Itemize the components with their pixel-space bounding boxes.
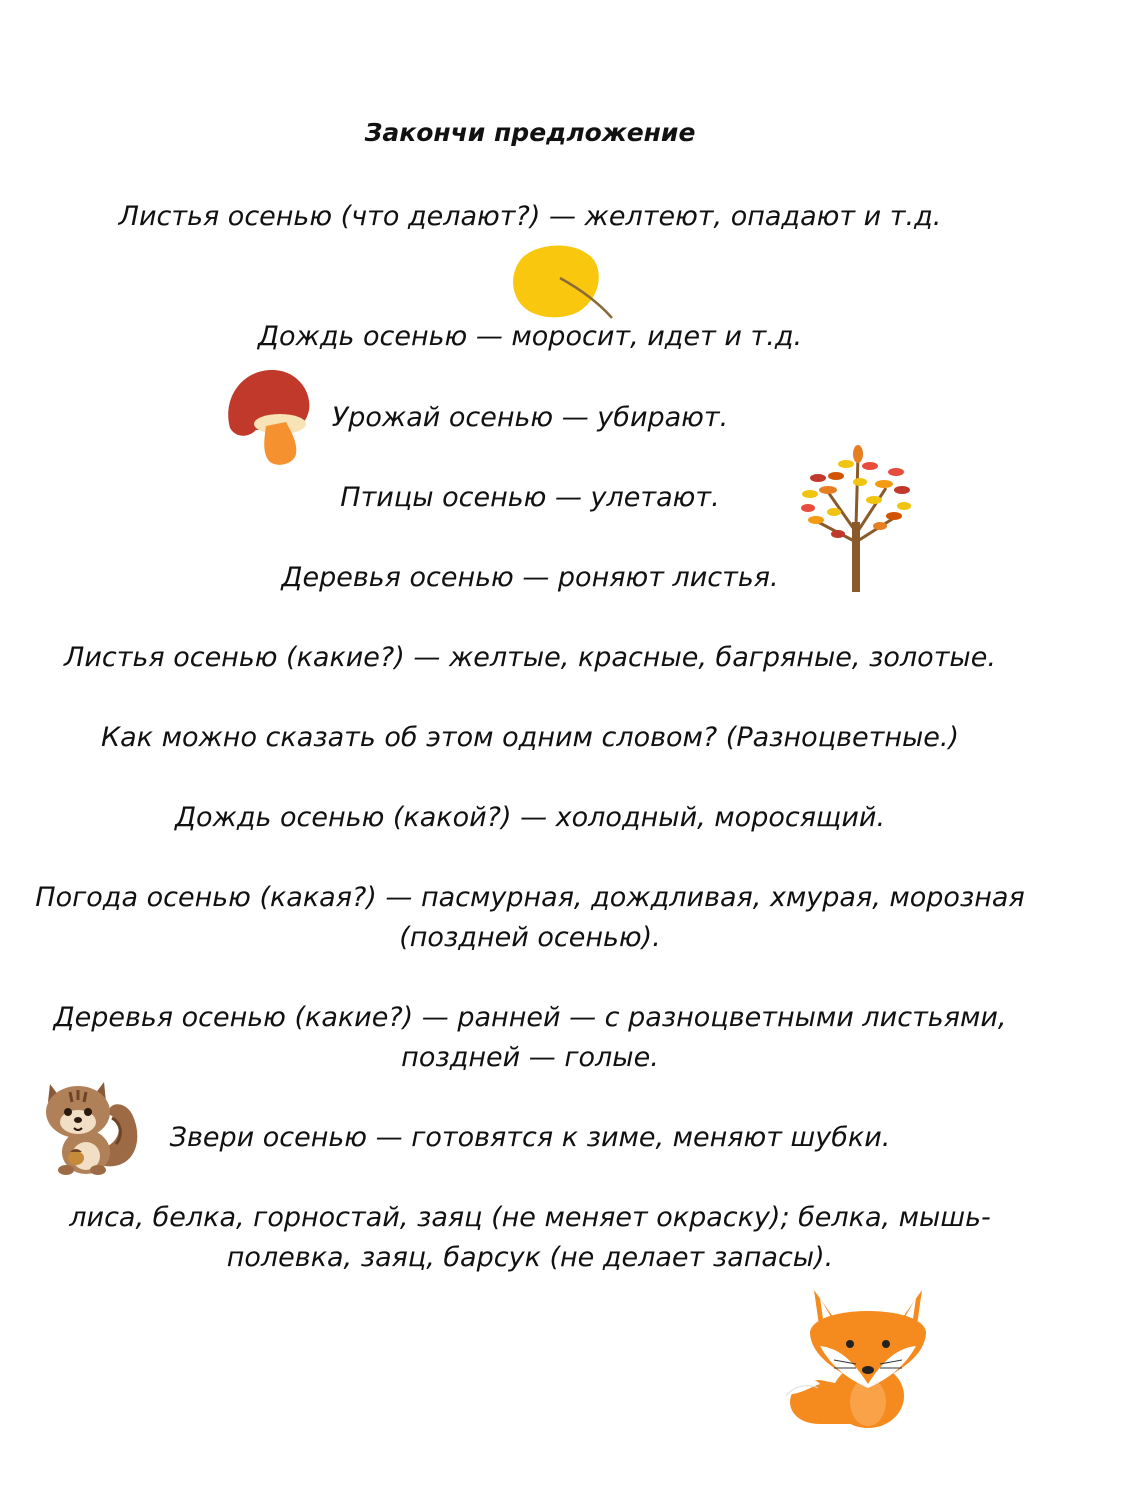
sentence-trees-action: Деревья осенью — роняют листья. xyxy=(281,562,779,593)
leaf-icon xyxy=(508,240,618,322)
sentence-rain-action: Дождь осенью — моросит, идет и т.д. xyxy=(257,321,803,352)
page-title: Закончи предложение xyxy=(364,118,696,147)
sentence-weather-line1: Погода осенью (какая?) — пасмурная, дождливая, хмурая, морозная xyxy=(35,882,1025,913)
sentence-animals: Звери осенью — готовятся к зиме, меняют шубки. xyxy=(169,1122,891,1153)
autumn-tree-icon xyxy=(798,442,912,592)
sentence-weather-line2: (поздней осенью). xyxy=(399,922,661,953)
squirrel-icon xyxy=(40,1078,144,1178)
sentence-leaves-colors: Листья осенью (какие?) — желтые, красные, багряные, золотые. xyxy=(64,642,996,673)
sentence-trees-kind-line1: Деревья осенью (какие?) — ранней — с разноцветными листьями, xyxy=(53,1002,1007,1033)
fox-icon xyxy=(780,1284,930,1430)
mushroom-icon xyxy=(222,368,314,466)
sentence-animals-list-line1: лиса, белка, горностай, заяц (не меняет окраску); белка, мышь- xyxy=(69,1202,991,1233)
sentence-trees-kind-line2: поздней — голые. xyxy=(401,1042,659,1073)
sentence-birds: Птицы осенью — улетают. xyxy=(340,482,720,513)
sentence-one-word: Как можно сказать об этом одним словом? (Разноцветные.) xyxy=(100,722,960,753)
sentence-leaves-action: Листья осенью (что делают?) — желтеют, опадают и т.д. xyxy=(118,201,942,232)
sentence-animals-list-line2: полевка, заяц, барсук (не делает запасы). xyxy=(226,1242,834,1273)
sentence-rain-kind: Дождь осенью (какой?) — холодный, моросящий. xyxy=(174,802,886,833)
sentence-harvest: Урожай осенью — убирают. xyxy=(331,402,729,433)
